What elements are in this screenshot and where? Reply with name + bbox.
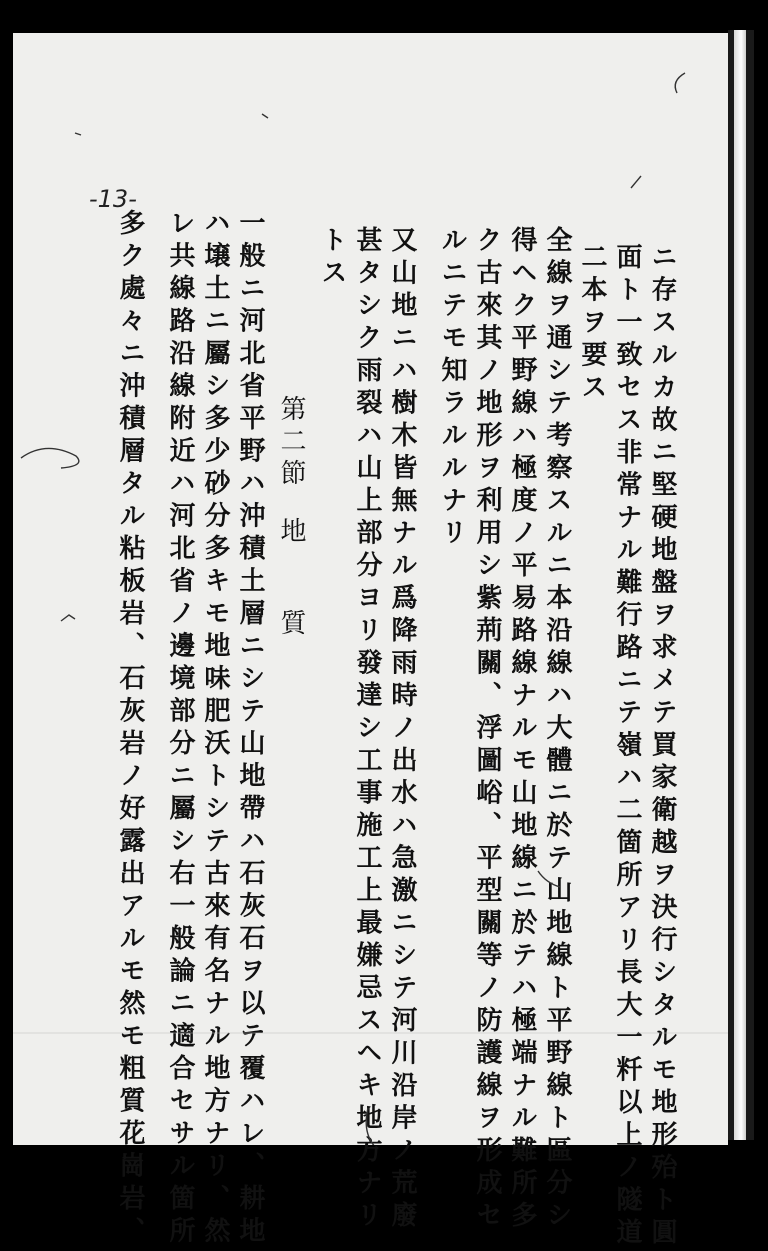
text-column-8: 又山地ニハ樹木皆無ナル爲降雨時ノ出水ハ急激ニシテ河川沿岸ノ荒廢 (387, 226, 417, 1234)
text-column-11: 一般ニ河北省平野ハ沖積土層ニシテ山地帶ハ石灰石ヲ以テ覆ハレ、耕地 (235, 209, 265, 1249)
text-column-10: トス (317, 226, 347, 291)
text-column-4: 全線ヲ通シテ考察スルニ本沿線ハ大體ニ於テ山地線ト平野線ト區分シ (542, 226, 572, 1234)
text-column-5: 得ヘク平野線ハ極度ノ平易路線ナルモ山地線ニ於テハ極端ナル難所多 (507, 226, 537, 1234)
document-page (13, 33, 728, 1251)
text-column-12: ハ壌土ニ屬シ多少砂分多キモ地味肥沃トシテ古來有名ナル地方ナリ、然 (200, 209, 230, 1249)
section-heading-title-2: 質 (276, 609, 306, 641)
scan-marks (13, 33, 728, 1145)
text-column-3: 二本ヲ要ス (577, 243, 607, 406)
text-column-1: ニ存スルカ故ニ堅硬地盤ヲ求メテ買家衛越ヲ決行シタルモ地形殆ト圓 (647, 243, 677, 1251)
text-column-9: 甚タシク雨裂ハ山上部分ヨリ發達シ工事施工上最嫌忌スヘキ地方ナリ (352, 226, 382, 1234)
text-column-7: ルニテモ知ラルルナリ (437, 226, 467, 551)
text-column-6: ク古來其ノ地形ヲ利用シ紫荊關、浮圖峪、平型關等ノ防護線ヲ形成セ (472, 226, 502, 1234)
text-column-14: 多ク處々ニ沖積層タル粘板岩、石灰岩ノ好露出アルモ然モ粗質花崗岩、 (115, 209, 145, 1249)
page-number: -13- (89, 185, 137, 213)
section-heading-number: 第二節 (276, 395, 306, 491)
section-heading-title-1: 地 (276, 517, 306, 549)
text-column-2: 面ト一致セス非常ナル難行路ニテ嶺ハ二箇所アリ長大一粁以上ノ隧道 (612, 243, 642, 1251)
book-spine (728, 30, 754, 1140)
text-column-13: レ共線路沿線附近ハ河北省ノ邊境部分ニ屬シ右一般論ニ適合セサル箇所 (165, 209, 195, 1249)
